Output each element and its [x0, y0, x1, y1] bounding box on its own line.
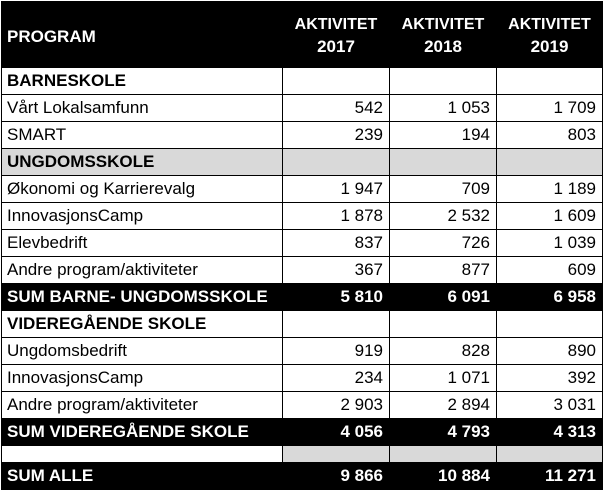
section-label: VIDEREGÅENDE SKOLE — [2, 311, 283, 338]
table-row — [2, 257, 603, 284]
spacer-row — [2, 446, 603, 463]
column-header-year: 2018 — [424, 37, 462, 56]
sum-value-2018: 4 793 — [390, 419, 497, 446]
program-name: Elevbedrift — [2, 230, 283, 257]
value-2017: 1 878 — [283, 203, 390, 230]
empty-cell — [390, 446, 497, 463]
table-row — [2, 365, 603, 392]
program-name: SMART — [2, 122, 283, 149]
table-row — [2, 203, 603, 230]
empty-cell — [497, 149, 603, 176]
column-header-year: 2017 — [317, 37, 355, 56]
sum-row-barne-ungdomsskole — [2, 284, 603, 311]
program-name: InnovasjonsCamp — [2, 203, 283, 230]
column-header-2019 — [497, 2, 603, 68]
empty-cell — [283, 311, 390, 338]
value-2019: 609 — [497, 257, 603, 284]
value-2018: 709 — [390, 176, 497, 203]
column-header-label: AKTIVITET — [508, 16, 591, 33]
value-2018: 877 — [390, 257, 497, 284]
sum-value-2017: 5 810 — [283, 284, 390, 311]
program-name: Økonomi og Karrierevalg — [2, 176, 283, 203]
section-row-ungdomsskole — [2, 149, 603, 176]
empty-cell — [283, 68, 390, 95]
program-name: InnovasjonsCamp — [2, 365, 283, 392]
empty-cell — [283, 149, 390, 176]
program-column-header: PROGRAM — [2, 2, 283, 68]
sum-value-2017: 4 056 — [283, 419, 390, 446]
value-2019: 1 609 — [497, 203, 603, 230]
column-header-2018 — [390, 2, 497, 68]
empty-cell — [390, 311, 497, 338]
value-2017: 837 — [283, 230, 390, 257]
value-2017: 2 903 — [283, 392, 390, 419]
column-header-2017 — [283, 2, 390, 68]
table-row — [2, 95, 603, 122]
table-row — [2, 338, 603, 365]
section-label: UNGDOMSSKOLE — [2, 149, 283, 176]
value-2019: 392 — [497, 365, 603, 392]
value-2017: 234 — [283, 365, 390, 392]
section-label: BARNESKOLE — [2, 68, 283, 95]
value-2019: 3 031 — [497, 392, 603, 419]
program-name: Andre program/aktiviteter — [2, 257, 283, 284]
sum-value-2017: 9 866 — [283, 463, 390, 490]
empty-cell — [497, 446, 603, 463]
value-2019: 1 189 — [497, 176, 603, 203]
value-2018: 194 — [390, 122, 497, 149]
sum-row-videregaende — [2, 419, 603, 446]
value-2018: 1 053 — [390, 95, 497, 122]
empty-cell — [390, 68, 497, 95]
sum-value-2019: 6 958 — [497, 284, 603, 311]
value-2017: 919 — [283, 338, 390, 365]
table-row — [2, 230, 603, 257]
empty-cell — [2, 446, 283, 463]
value-2018: 828 — [390, 338, 497, 365]
table-row — [2, 122, 603, 149]
empty-cell — [497, 68, 603, 95]
value-2019: 890 — [497, 338, 603, 365]
section-row-barneskole — [2, 68, 603, 95]
section-row-videregaende — [2, 311, 603, 338]
column-header-year: 2019 — [530, 37, 569, 56]
sum-value-2018: 6 091 — [390, 284, 497, 311]
value-2017: 1 947 — [283, 176, 390, 203]
column-header-label: AKTIVITET — [294, 16, 378, 33]
sum-label: SUM ALLE — [2, 463, 283, 490]
sum-value-2019: 11 271 — [497, 463, 603, 490]
value-2019: 803 — [497, 122, 603, 149]
sum-row-alle — [2, 463, 603, 490]
empty-cell — [497, 311, 603, 338]
sum-value-2018: 10 884 — [390, 463, 497, 490]
value-2017: 367 — [283, 257, 390, 284]
sum-label: SUM BARNE- UNGDOMSSKOLE — [2, 284, 283, 311]
sum-value-2019: 4 313 — [497, 419, 603, 446]
header-row — [2, 2, 603, 68]
empty-cell — [283, 446, 390, 463]
activity-table — [1, 1, 603, 490]
value-2018: 2 532 — [390, 203, 497, 230]
value-2018: 1 071 — [390, 365, 497, 392]
program-name: Ungdomsbedrift — [2, 338, 283, 365]
program-name: Vårt Lokalsamfunn — [2, 95, 283, 122]
value-2019: 1 709 — [497, 95, 603, 122]
table-row — [2, 392, 603, 419]
value-2017: 239 — [283, 122, 390, 149]
column-header-label: AKTIVITET — [401, 16, 485, 33]
value-2018: 726 — [390, 230, 497, 257]
value-2018: 2 894 — [390, 392, 497, 419]
value-2017: 542 — [283, 95, 390, 122]
value-2019: 1 039 — [497, 230, 603, 257]
table-row — [2, 176, 603, 203]
program-name: Andre program/aktiviteter — [2, 392, 283, 419]
empty-cell — [390, 149, 497, 176]
sum-label: SUM VIDEREGÅENDE SKOLE — [2, 419, 283, 446]
